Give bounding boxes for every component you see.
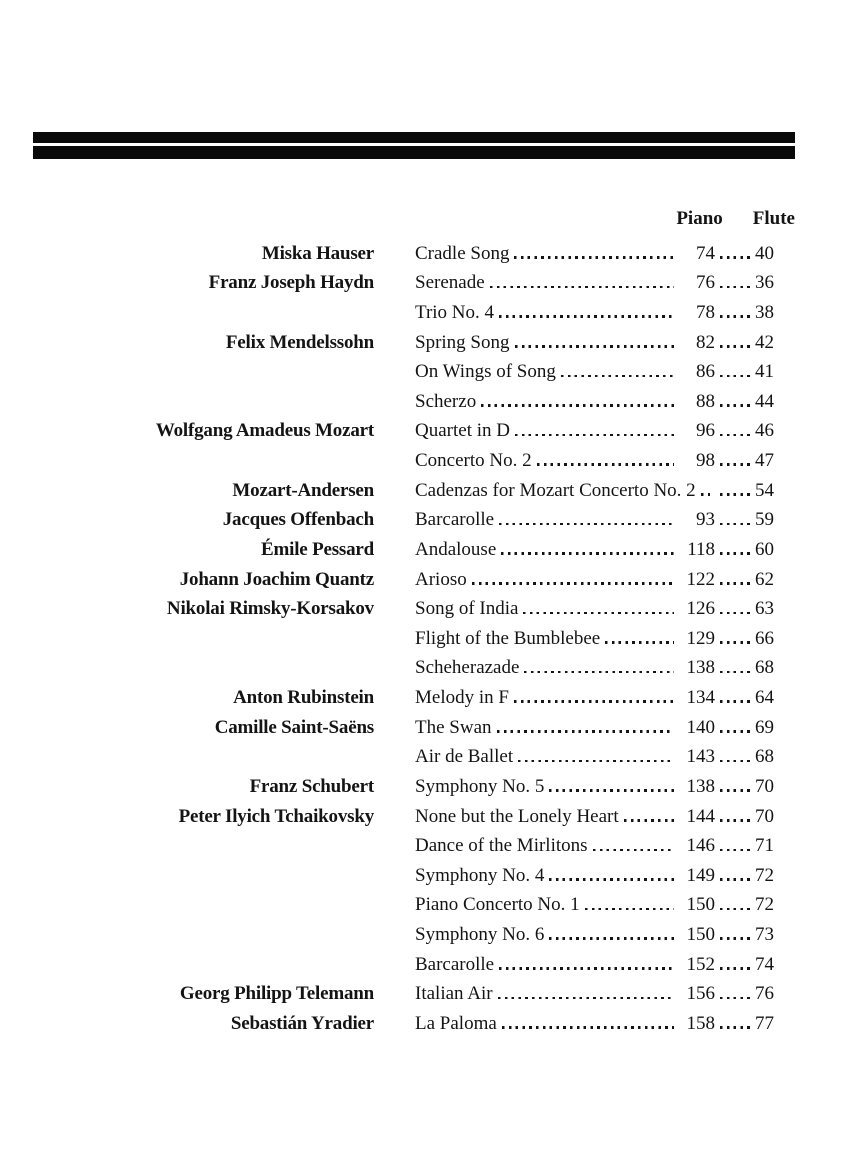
piano-page-number: 140: [686, 716, 715, 738]
piece-title: Song of India: [415, 598, 519, 620]
flute-page-number: 47: [755, 450, 774, 471]
flute-page-number: 73: [755, 924, 774, 945]
flute-page-number: 63: [755, 598, 774, 620]
piano-page-number: 82: [696, 331, 715, 353]
piece-title: Melody in F: [415, 687, 509, 708]
composer-name: Nikolai Rimsky-Korsakov: [166, 598, 374, 620]
piece-title: Cradle Song: [415, 242, 510, 264]
piece-title: Trio No. 4: [415, 301, 495, 323]
flute-page-number: 69: [755, 716, 774, 738]
dot-leader: [720, 345, 750, 348]
piano-page-number: 149: [686, 864, 715, 886]
toc-row: [33, 648, 795, 678]
flute-page-number: 46: [755, 420, 774, 442]
piece-title: La Paloma: [415, 1012, 497, 1034]
flute-page-number: 72: [755, 894, 774, 916]
toc-row: [33, 707, 795, 737]
toc-rows: [33, 233, 795, 1033]
dot-leader: [549, 878, 674, 881]
dot-leader: [497, 730, 674, 733]
piano-page-number: 134: [686, 687, 715, 708]
dot-leader: [720, 908, 750, 911]
dot-leader: [481, 404, 674, 407]
composer-name: Felix Mendelssohn: [225, 331, 374, 353]
dot-leader: [585, 908, 674, 911]
dot-leader: [537, 463, 674, 466]
dot-leader: [514, 256, 674, 259]
piano-page-number: 122: [686, 568, 715, 590]
dot-leader: [720, 730, 750, 733]
toc-row: [33, 381, 795, 411]
dot-leader: [701, 493, 710, 496]
composer-name: Mozart-Andersen: [232, 479, 374, 501]
piece-title: The Swan: [415, 716, 492, 738]
piece-title: Concerto No. 2: [415, 450, 532, 471]
toc-row: [33, 885, 795, 915]
dot-leader: [720, 375, 750, 378]
dot-leader: [720, 967, 750, 970]
piano-page-number: 152: [686, 953, 715, 975]
piano-column-header: Piano: [676, 208, 723, 229]
dot-leader: [515, 434, 674, 437]
dot-leader: [605, 641, 674, 644]
dot-leader: [472, 582, 674, 585]
piece-title: Symphony No. 4: [415, 864, 545, 886]
toc-row: [33, 529, 795, 559]
dot-leader: [720, 434, 750, 437]
piece-title: Piano Concerto No. 1: [415, 894, 580, 916]
dot-leader: [499, 523, 674, 526]
dot-leader: [720, 523, 750, 526]
toc-row: [33, 352, 795, 382]
dot-leader: [720, 612, 750, 615]
flute-page-number: 36: [755, 272, 774, 294]
piano-page-number: 150: [686, 894, 715, 916]
flute-page-number: 59: [755, 509, 774, 531]
piece-title: Scheherazade: [415, 657, 520, 679]
composer-name: Wolfgang Amadeus Mozart: [155, 420, 374, 442]
toc-row: [33, 855, 795, 885]
piece-title: Barcarolle: [415, 953, 495, 975]
composer-name: Émile Pessard: [261, 538, 374, 560]
toc-row: [33, 914, 795, 944]
dot-leader: [720, 789, 750, 792]
dot-leader: [490, 286, 674, 289]
dot-leader: [720, 582, 750, 585]
flute-page-number: 77: [755, 1012, 774, 1034]
flute-page-number: 38: [755, 301, 774, 323]
piano-page-number: 156: [686, 983, 715, 1005]
dot-leader: [720, 256, 750, 259]
toc-row: [33, 589, 795, 619]
flute-page-number: 40: [755, 242, 774, 264]
toc-row: [33, 826, 795, 856]
flute-page-number: 42: [755, 331, 774, 353]
piano-page-number: 96: [696, 420, 715, 442]
composer-name: Miska Hauser: [261, 242, 374, 264]
toc-row: [33, 737, 795, 767]
dot-leader: [561, 375, 674, 378]
dot-leader: [720, 1026, 750, 1029]
piano-page-number: 118: [687, 538, 715, 560]
toc-row: [33, 411, 795, 441]
toc-row: [33, 263, 795, 293]
dot-leader: [549, 789, 674, 792]
piece-title: Andalouse: [415, 538, 497, 560]
piece-title: Quartet in D: [415, 420, 510, 442]
dot-leader: [499, 315, 674, 318]
toc-content: [33, 204, 795, 1033]
flute-page-number: 70: [755, 775, 774, 797]
dot-leader: [498, 997, 674, 1000]
flute-page-number: 68: [755, 746, 774, 768]
composer-name: Sebastián Yradier: [230, 1012, 374, 1034]
piano-page-number: 78: [696, 301, 715, 323]
dot-leader: [720, 997, 750, 1000]
piano-page-number: 86: [696, 361, 715, 383]
toc-row: [33, 618, 795, 648]
rule-top-bar: [33, 132, 795, 143]
piece-title: On Wings of Song: [415, 361, 556, 383]
dot-leader: [514, 700, 674, 703]
dot-leader: [720, 878, 750, 881]
piano-page-number: 93: [696, 509, 715, 531]
piano-page-number: 143: [686, 746, 715, 768]
flute-page-number: 60: [755, 538, 774, 560]
piece-title: Symphony No. 6: [415, 924, 545, 945]
dot-leader: [593, 849, 674, 852]
piece-title: Air de Ballet: [415, 746, 514, 768]
toc-row: [33, 500, 795, 530]
piano-page-number: 76: [696, 272, 715, 294]
composer-name: Franz Joseph Haydn: [208, 272, 374, 294]
piano-page-number: 98: [696, 450, 715, 471]
piano-page-number: 138: [686, 657, 715, 679]
flute-column-header: Flute: [752, 208, 795, 229]
piano-page-number: 88: [696, 390, 715, 412]
flute-page-number: 62: [755, 568, 774, 590]
dot-leader: [720, 937, 750, 940]
flute-page-number: 41: [755, 361, 774, 383]
piece-title: Dance of the Mirlitons: [415, 835, 588, 857]
piece-title: Italian Air: [415, 983, 493, 1005]
piece-title: Barcarolle: [415, 509, 495, 531]
piece-title: Cadenzas for Mozart Concerto No. 2: [415, 479, 696, 501]
toc-row: [33, 1003, 795, 1033]
flute-page-number: 44: [755, 390, 774, 412]
composer-name: Georg Philipp Telemann: [179, 983, 374, 1005]
dot-leader: [524, 671, 674, 674]
piano-page-number: 126: [686, 598, 715, 620]
flute-page-number: 74: [755, 953, 774, 975]
toc-row: [33, 796, 795, 826]
dot-leader: [501, 552, 674, 555]
column-headers: [33, 204, 795, 228]
dot-leader: [549, 937, 674, 940]
composer-name: Camille Saint-Saëns: [214, 716, 374, 738]
flute-page-number: 76: [755, 983, 774, 1005]
flute-page-number: 66: [755, 627, 774, 649]
piano-page-number: 144: [686, 805, 715, 827]
piano-page-number: 146: [686, 835, 715, 857]
piano-page-number: 74: [696, 242, 715, 264]
dot-leader: [720, 819, 750, 822]
dot-leader: [720, 552, 750, 555]
composer-name: Anton Rubinstein: [233, 687, 374, 708]
piano-page-number: 158: [686, 1012, 715, 1034]
dot-leader: [720, 286, 750, 289]
toc-row: [33, 944, 795, 974]
flute-page-number: 54: [755, 479, 774, 501]
dot-leader: [518, 760, 674, 763]
piece-title: Flight of the Bumblebee: [415, 627, 601, 649]
toc-row: [33, 677, 795, 707]
composer-name: Jacques Offenbach: [222, 509, 374, 531]
piano-page-number: 150: [686, 924, 715, 945]
toc-row: [33, 322, 795, 352]
piece-title: None but the Lonely Heart: [415, 805, 619, 827]
double-rule: [33, 132, 795, 159]
flute-page-number: 72: [755, 864, 774, 886]
piece-title: Arioso: [415, 568, 467, 590]
flute-page-number: 70: [755, 805, 774, 827]
dot-leader: [624, 819, 674, 822]
piece-title: Spring Song: [415, 331, 510, 353]
dot-leader: [499, 967, 674, 970]
piece-title: Symphony No. 5: [415, 775, 545, 797]
dot-leader: [523, 612, 674, 615]
piece-title: Serenade: [415, 272, 485, 294]
dot-leader: [720, 849, 750, 852]
dot-leader: [515, 345, 675, 348]
flute-page-number: 71: [755, 835, 774, 857]
dot-leader: [720, 760, 750, 763]
piece-title: Scherzo: [415, 390, 477, 412]
toc-row: [33, 233, 795, 263]
composer-name: Johann Joachim Quantz: [179, 568, 374, 590]
toc-row: [33, 470, 795, 500]
dot-leader: [720, 671, 750, 674]
toc-row: [33, 974, 795, 1004]
composer-name: Franz Schubert: [249, 775, 374, 797]
dot-leader: [720, 700, 750, 703]
piano-page-number: 129: [686, 627, 715, 649]
toc-row: [33, 292, 795, 322]
dot-leader: [720, 315, 750, 318]
toc-row: [33, 559, 795, 589]
dot-leader: [720, 404, 750, 407]
piano-page-number: 138: [686, 775, 715, 797]
dot-leader: [720, 463, 750, 466]
flute-page-number: 68: [755, 657, 774, 679]
flute-page-number: 64: [755, 687, 774, 708]
composer-name: Peter Ilyich Tchaikovsky: [178, 805, 374, 827]
dot-leader: [720, 641, 750, 644]
dot-leader: [502, 1026, 674, 1029]
toc-row: [33, 766, 795, 796]
toc-row: [33, 440, 795, 470]
rule-bottom-bar: [33, 146, 795, 159]
dot-leader: [720, 493, 750, 496]
